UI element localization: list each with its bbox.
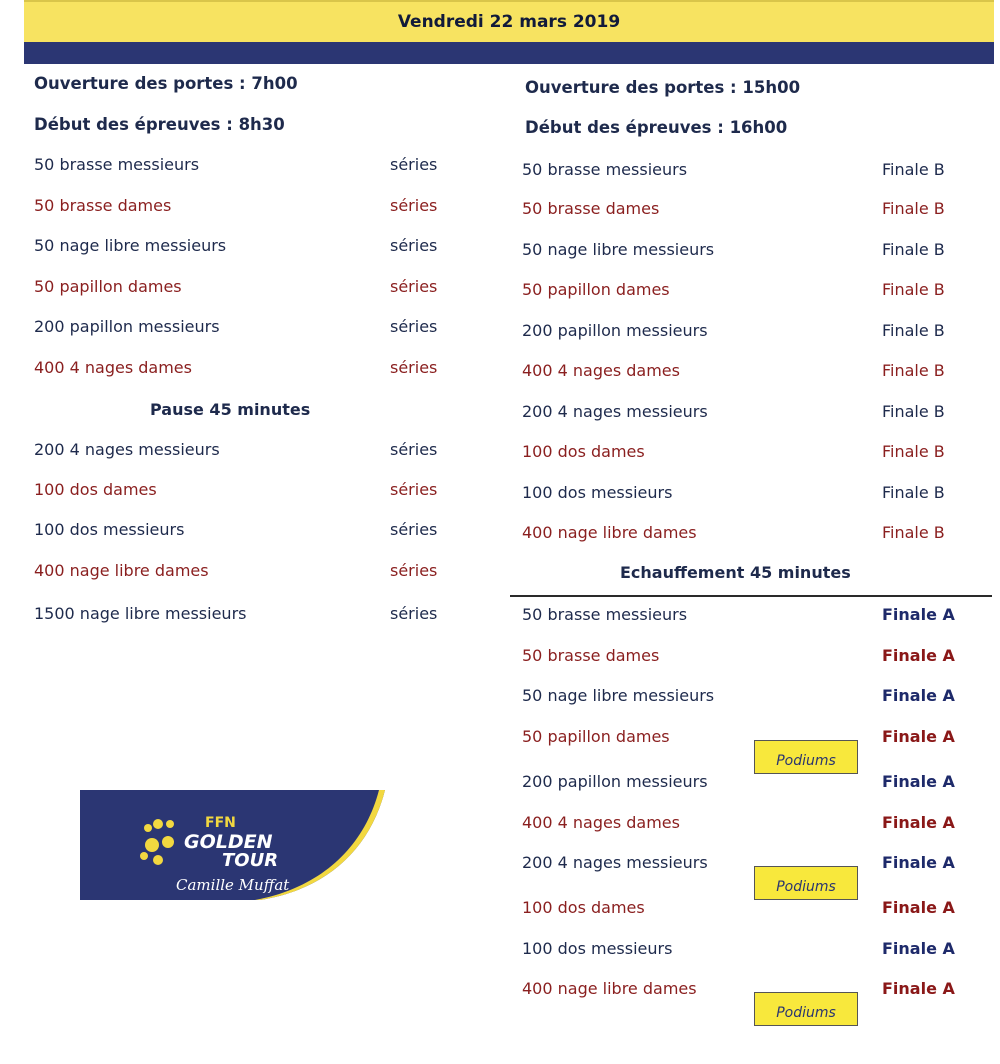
list-item: 400 4 nages dames Finale B <box>522 361 945 380</box>
list-item: 50 nage libre messieurs Finale A <box>522 686 955 705</box>
podium-badge: Podiums <box>754 740 858 774</box>
list-item: 200 papillon messieurs Finale B <box>522 321 945 340</box>
ffn-golden-tour-logo <box>80 790 390 900</box>
list-item: 50 nage libre messieurs Finale B <box>522 240 945 259</box>
list-item: 400 nage libre dames séries <box>34 561 438 580</box>
list-item: 100 dos dames séries <box>34 480 438 499</box>
logo-signature: Camille Muffat <box>176 876 290 894</box>
list-item: 100 dos messieurs séries <box>34 520 438 539</box>
list-item: 400 4 nages dames Finale A <box>522 813 955 832</box>
list-item: 100 dos dames Finale B <box>522 442 945 461</box>
list-item: 1500 nage libre messieurs séries <box>34 604 438 623</box>
finals-divider <box>510 595 992 597</box>
list-item: 200 4 nages messieurs Finale B <box>522 402 945 421</box>
list-item: 200 papillon messieurs Finale A <box>522 772 955 791</box>
logo-line1: FFN <box>205 815 236 831</box>
logo-line2: GOLDEN <box>184 831 273 853</box>
header-divider-bar <box>24 42 994 64</box>
list-item: 50 brasse dames Finale A <box>522 646 955 665</box>
warmup-heading: Echauffement 45 minutes <box>620 563 851 582</box>
list-item: 50 brasse messieurs Finale B <box>522 160 945 179</box>
list-item: 100 dos messieurs Finale A <box>522 939 955 958</box>
list-item: 400 4 nages dames séries <box>34 358 438 377</box>
pause-heading: Pause 45 minutes <box>150 400 311 419</box>
morning-start-heading: Début des épreuves : 8h30 <box>34 115 285 134</box>
list-item: 100 dos messieurs Finale B <box>522 483 945 502</box>
evening-start-heading: Début des épreuves : 16h00 <box>525 118 788 137</box>
list-item: 200 papillon messieurs séries <box>34 317 438 336</box>
list-item: 400 nage libre dames Finale A <box>522 979 955 998</box>
date-title: Vendredi 22 mars 2019 <box>397 12 621 32</box>
logo-line3: TOUR <box>222 850 279 871</box>
list-item: 200 4 nages messieurs Finale A <box>522 853 955 872</box>
list-item: 100 dos dames Finale A <box>522 898 955 917</box>
podium-badge: Podiums <box>754 992 858 1026</box>
list-item: 50 nage libre messieurs séries <box>34 236 438 255</box>
list-item: 400 nage libre dames Finale B <box>522 523 945 542</box>
list-item: 50 brasse messieurs séries <box>34 155 438 174</box>
list-item: 50 brasse dames séries <box>34 196 438 215</box>
list-item: 50 brasse messieurs Finale A <box>522 605 955 624</box>
list-item: 50 brasse dames Finale B <box>522 199 945 218</box>
list-item: 50 papillon dames séries <box>34 277 438 296</box>
list-item: 50 papillon dames Finale A <box>522 727 955 746</box>
date-banner <box>24 0 994 42</box>
podium-badge: Podiums <box>754 866 858 900</box>
list-item: 50 papillon dames Finale B <box>522 280 945 299</box>
morning-doors-heading: Ouverture des portes : 7h00 <box>34 74 298 93</box>
list-item: 200 4 nages messieurs séries <box>34 440 438 459</box>
evening-doors-heading: Ouverture des portes : 15h00 <box>525 78 801 97</box>
